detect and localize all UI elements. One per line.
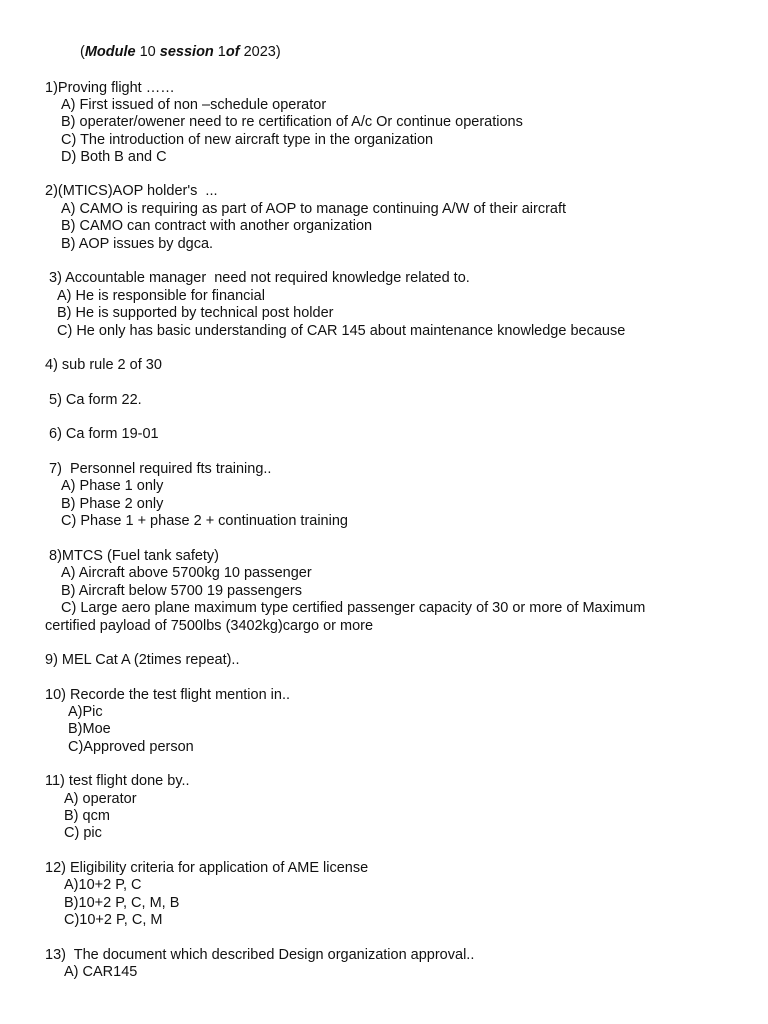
- q2-option-a: A) CAMO is requiring as part of AOP to manage continuing A/W of their aircraft: [61, 201, 567, 217]
- title-session: session: [159, 44, 214, 60]
- question-3: 3) Accountable manager need not required knowledge related to.: [49, 270, 470, 286]
- q3-option-b: B) He is supported by technical post holder: [57, 305, 334, 321]
- q1-option-d: D) Both B and C: [61, 149, 167, 165]
- q3-option-a: A) He is responsible for financial: [57, 288, 265, 304]
- title-module: Module: [84, 44, 136, 60]
- question-1: 1)Proving flight ……: [45, 80, 175, 96]
- q11-option-b: B) qcm: [64, 808, 110, 824]
- q11-option-c: C) pic: [64, 825, 102, 841]
- q10-option-b: B)Moe: [68, 721, 111, 737]
- q1-option-c: C) The introduction of new aircraft type in the organization: [61, 132, 434, 148]
- title-year: 2023): [239, 44, 281, 60]
- q2-option-b: B) CAMO can contract with another organization: [61, 218, 373, 234]
- question-8: 8)MTCS (Fuel tank safety): [49, 548, 220, 564]
- question-12: 12) Eligibility criteria for application of AME license: [45, 860, 369, 876]
- question-2: 2)(MTICS)AOP holder's ...: [45, 183, 218, 199]
- question-11: 11) test flight done by..: [45, 773, 190, 789]
- q3-option-c: C) He only has basic understanding of CAR 145 about maintenance knowledge because: [57, 323, 626, 339]
- q8-option-a: A) Aircraft above 5700kg 10 passenger: [61, 565, 312, 581]
- title-num1: 10: [135, 44, 160, 60]
- q10-option-a: A)Pic: [68, 704, 103, 720]
- question-7: 7) Personnel required fts training..: [49, 461, 272, 477]
- question-9: 9) MEL Cat A (2times repeat)..: [45, 652, 240, 668]
- q13-option-a: A) CAR145: [64, 964, 138, 980]
- q8-option-c: C) Large aero plane maximum type certified passenger capacity of 30 or more of Maximum: [61, 600, 646, 616]
- q8-option-b: B) Aircraft below 5700 19 passengers: [61, 583, 302, 599]
- q7-option-b: B) Phase 2 only: [61, 496, 164, 512]
- question-6: 6) Ca form 19-01: [49, 426, 159, 442]
- q12-option-b: B)10+2 P, C, M, B: [64, 895, 180, 911]
- q7-option-c: C) Phase 1 + phase 2 + continuation training: [61, 513, 348, 529]
- q10-option-c: C)Approved person: [68, 739, 194, 755]
- q1-option-a: A) First issued of non –schedule operator: [61, 97, 327, 113]
- q1-option-b: B) operater/owener need to re certification of A/c Or continue operations: [61, 114, 523, 130]
- question-13: 13) The document which described Design organization approval..: [45, 947, 475, 963]
- question-5: 5) Ca form 22.: [49, 392, 142, 408]
- title-open: (: [80, 44, 85, 60]
- title-num2: 1: [213, 44, 226, 60]
- q8-option-c-cont: certified payload of 7500lbs (3402kg)cargo or more: [45, 618, 374, 634]
- question-4: 4) sub rule 2 of 30: [45, 357, 162, 373]
- q12-option-a: A)10+2 P, C: [64, 877, 142, 893]
- title-of: of: [225, 44, 240, 60]
- q2-option-b2: B) AOP issues by dgca.: [61, 236, 214, 252]
- q12-option-c: C)10+2 P, C, M: [64, 912, 163, 928]
- q7-option-a: A) Phase 1 only: [61, 478, 164, 494]
- document-title: [80, 44, 281, 61]
- question-10: 10) Recorde the test flight mention in..: [45, 687, 291, 703]
- q11-option-a: A) operator: [64, 791, 137, 807]
